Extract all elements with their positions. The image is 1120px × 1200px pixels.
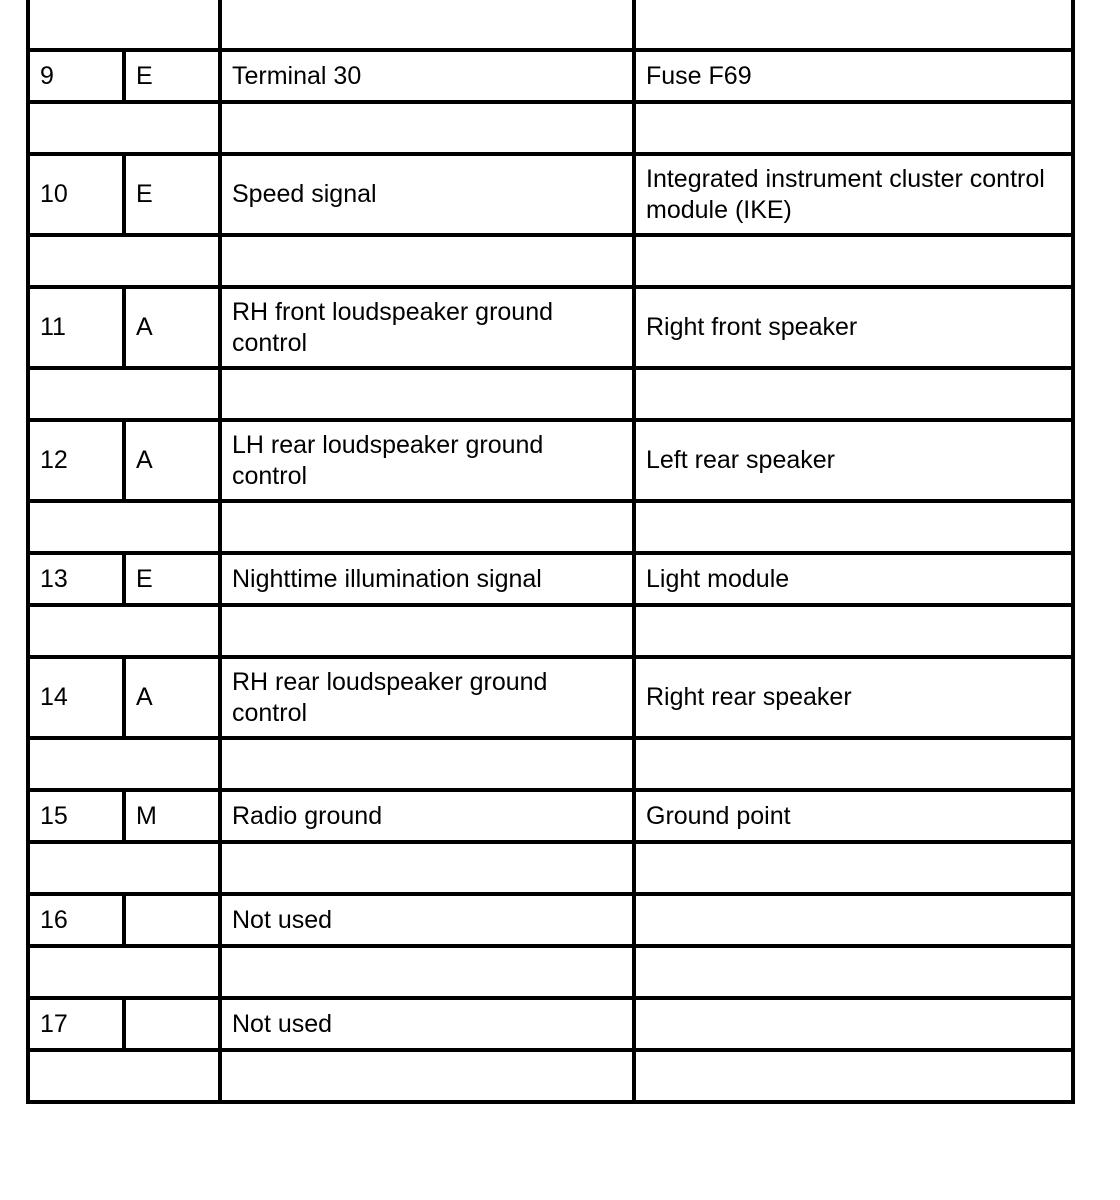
description-cell: RH rear loudspeaker ground control	[220, 657, 634, 738]
connection-cell: Right rear speaker	[634, 657, 1073, 738]
spacer-cell	[28, 605, 220, 657]
spacer-cell	[28, 102, 220, 154]
signal-type-cell: A	[124, 657, 220, 738]
signal-type-cell	[124, 894, 220, 946]
description-cell: Speed signal	[220, 154, 634, 235]
spacer-cell	[634, 842, 1073, 894]
spacer-row	[28, 235, 1073, 287]
pin-number-cell: 15	[28, 790, 124, 842]
spacer-cell	[28, 501, 220, 553]
spacer-cell	[634, 235, 1073, 287]
table-row	[28, 154, 1073, 235]
spacer-cell	[28, 842, 220, 894]
spacer-cell	[634, 102, 1073, 154]
description-cell: Not used	[220, 998, 634, 1050]
pin-number-cell: 13	[28, 553, 124, 605]
spacer-cell	[28, 368, 220, 420]
connection-cell: Integrated instrument cluster control module (IKE)	[634, 154, 1073, 235]
connection-cell: Right front speaker	[634, 287, 1073, 368]
spacer-row	[28, 946, 1073, 998]
spacer-row	[28, 0, 1073, 50]
pin-number-cell: 9	[28, 50, 124, 102]
spacer-row	[28, 102, 1073, 154]
description-cell: Radio ground	[220, 790, 634, 842]
description-cell: RH front loudspeaker ground control	[220, 287, 634, 368]
table-row	[28, 287, 1073, 368]
connection-cell: Left rear speaker	[634, 420, 1073, 501]
table-row	[28, 998, 1073, 1050]
table-row	[28, 657, 1073, 738]
spacer-cell	[28, 738, 220, 790]
spacer-cell	[28, 0, 220, 50]
spacer-row	[28, 842, 1073, 894]
spacer-cell	[220, 501, 634, 553]
table-row	[28, 790, 1073, 842]
connection-cell: Ground point	[634, 790, 1073, 842]
spacer-cell	[634, 946, 1073, 998]
description-cell: Terminal 30	[220, 50, 634, 102]
spacer-cell	[220, 368, 634, 420]
pin-number-cell: 12	[28, 420, 124, 501]
spacer-cell	[220, 842, 634, 894]
pin-number-cell: 17	[28, 998, 124, 1050]
spacer-cell	[634, 0, 1073, 50]
spacer-cell	[634, 501, 1073, 553]
pin-assignment-table	[26, 0, 1075, 1104]
pin-number-cell: 16	[28, 894, 124, 946]
description-cell: Not used	[220, 894, 634, 946]
signal-type-cell: A	[124, 420, 220, 501]
connection-cell	[634, 998, 1073, 1050]
spacer-cell	[220, 102, 634, 154]
spacer-row	[28, 605, 1073, 657]
pin-number-cell: 14	[28, 657, 124, 738]
spacer-row	[28, 501, 1073, 553]
spacer-cell	[634, 738, 1073, 790]
spacer-cell	[220, 1050, 634, 1102]
signal-type-cell: M	[124, 790, 220, 842]
spacer-cell	[634, 368, 1073, 420]
connection-cell: Light module	[634, 553, 1073, 605]
spacer-cell	[220, 605, 634, 657]
spacer-row	[28, 1050, 1073, 1102]
spacer-cell	[220, 738, 634, 790]
signal-type-cell: A	[124, 287, 220, 368]
table-row	[28, 50, 1073, 102]
signal-type-cell: E	[124, 553, 220, 605]
pin-number-cell: 11	[28, 287, 124, 368]
spacer-row	[28, 738, 1073, 790]
table-row	[28, 894, 1073, 946]
spacer-cell	[634, 605, 1073, 657]
spacer-cell	[220, 235, 634, 287]
spacer-cell	[28, 1050, 220, 1102]
spacer-cell	[28, 235, 220, 287]
table-row	[28, 420, 1073, 501]
signal-type-cell	[124, 998, 220, 1050]
spacer-cell	[28, 946, 220, 998]
connection-cell	[634, 894, 1073, 946]
signal-type-cell: E	[124, 154, 220, 235]
spacer-cell	[220, 0, 634, 50]
signal-type-cell: E	[124, 50, 220, 102]
spacer-cell	[634, 1050, 1073, 1102]
description-cell: Nighttime illumination signal	[220, 553, 634, 605]
pin-number-cell: 10	[28, 154, 124, 235]
table-row	[28, 553, 1073, 605]
connection-cell: Fuse F69	[634, 50, 1073, 102]
description-cell: LH rear loudspeaker ground control	[220, 420, 634, 501]
spacer-row	[28, 368, 1073, 420]
spacer-cell	[220, 946, 634, 998]
